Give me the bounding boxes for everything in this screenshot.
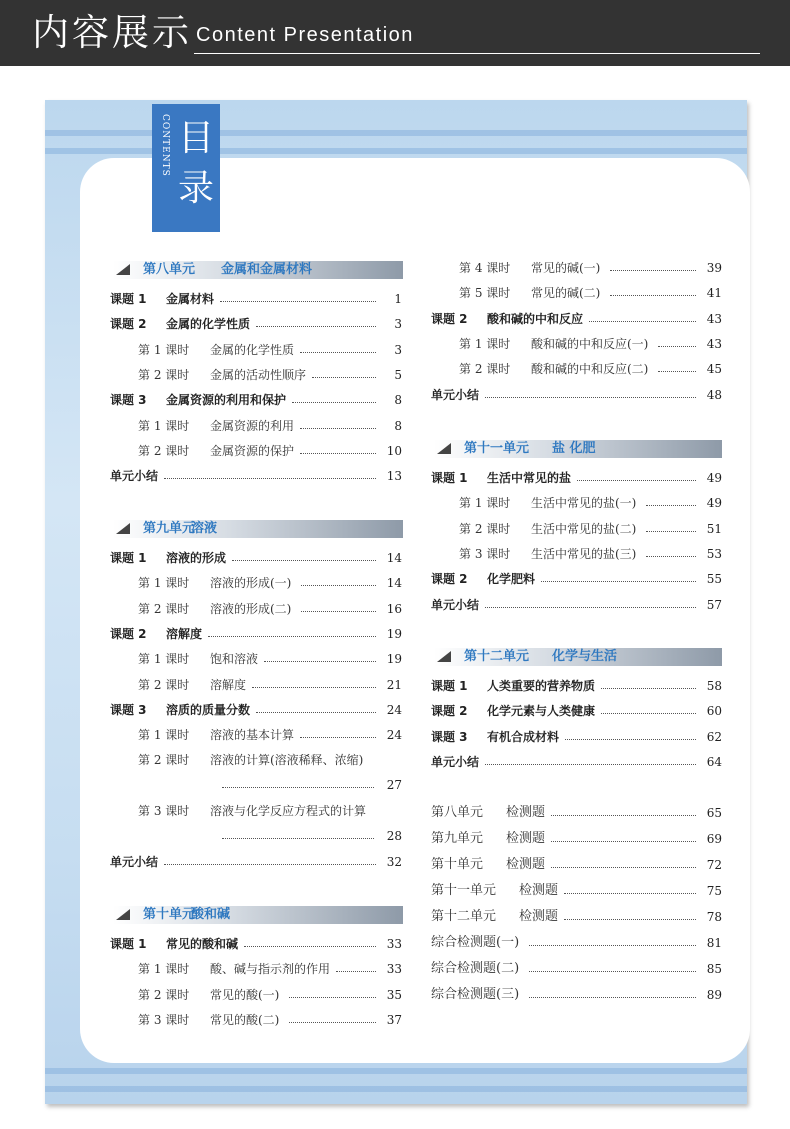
- toc-label: 第 2 课时: [138, 753, 190, 768]
- dot-leader: [601, 688, 696, 689]
- page-stripe: [45, 130, 747, 136]
- page-number: 64: [706, 754, 722, 769]
- page-number: 14: [386, 576, 402, 591]
- toc-label: 第 1 课时: [138, 342, 190, 357]
- toc-label: 课题 2: [110, 317, 147, 332]
- unit-header: [434, 648, 722, 666]
- toc-label: 第 1 课时: [138, 576, 190, 591]
- toc-title: 溶液的基本计算: [210, 728, 295, 743]
- toc-row[interactable]: [110, 289, 402, 309]
- toc-row[interactable]: [431, 701, 722, 721]
- unit-name: 第九单元: [143, 521, 196, 536]
- unit-name: 第十二单元: [464, 649, 530, 664]
- toc-row[interactable]: [431, 544, 722, 564]
- page-number: 33: [386, 937, 402, 951]
- dot-leader: [312, 377, 376, 378]
- page-number: 43: [706, 311, 722, 326]
- page-number: 1: [394, 292, 402, 306]
- dot-leader: [658, 346, 696, 347]
- toc-label: 课题 1: [110, 292, 147, 306]
- dot-leader: [529, 945, 696, 946]
- toc-label: 第 3 课时: [459, 546, 511, 561]
- toc-title: 金属的活动性顺序: [210, 367, 307, 382]
- page-number: 58: [706, 679, 722, 693]
- toc-label: 课题 1: [431, 471, 468, 485]
- page-number: 21: [386, 677, 402, 692]
- toc-title: 金属资源的保护: [210, 443, 295, 458]
- toc-row[interactable]: [431, 595, 722, 615]
- triangle-icon: [437, 443, 451, 454]
- page-number: 85: [706, 962, 722, 976]
- toc-row[interactable]: [110, 750, 402, 796]
- toc-row[interactable]: [110, 314, 402, 334]
- triangle-icon: [116, 264, 130, 275]
- dot-leader: [289, 1022, 376, 1023]
- toc-title: 酸、碱与指示剂的作用: [210, 962, 331, 977]
- toc-row[interactable]: [110, 675, 402, 695]
- toc-row[interactable]: [431, 309, 722, 329]
- page-number: 60: [706, 704, 722, 719]
- dot-leader: [485, 397, 696, 398]
- toc-title: 溶液的计算(溶液稀释、浓缩): [210, 753, 364, 768]
- dot-leader: [529, 997, 696, 998]
- toc-title: 溶液的形成(二): [210, 601, 292, 616]
- toc-label: 第 2 课时: [138, 677, 190, 692]
- page-number: 33: [386, 962, 402, 977]
- dot-leader: [485, 607, 696, 608]
- dot-leader: [164, 478, 376, 479]
- toc-title: 溶质的质量分数: [166, 702, 251, 717]
- toc-title: 酸和碱的中和反应(一): [531, 336, 649, 351]
- toc-title: 常见的碱(一): [531, 261, 601, 275]
- toc-row[interactable]: [110, 852, 402, 872]
- page-number: 49: [706, 496, 722, 511]
- page-number: 37: [386, 1012, 402, 1027]
- dot-leader: [565, 739, 696, 740]
- dot-leader: [541, 581, 696, 582]
- toc-title: 有机合成材料: [487, 729, 560, 744]
- toc-title: 酸和碱的中和反应(二): [531, 362, 649, 377]
- toc-label: 单元小结: [431, 754, 480, 769]
- page-number: 51: [706, 521, 722, 536]
- unit-header: [434, 440, 722, 458]
- toc-row[interactable]: [110, 599, 402, 619]
- toc-row[interactable]: [110, 466, 402, 486]
- toc-row[interactable]: [431, 727, 722, 747]
- dot-leader: [551, 841, 696, 842]
- page-number: 28: [386, 829, 402, 844]
- page-number: 65: [706, 806, 722, 820]
- toc-label: 第 2 课时: [459, 521, 511, 536]
- toc-title: 溶解度: [210, 677, 247, 692]
- toc-label: 第 1 课时: [138, 652, 190, 667]
- toc-label: 第 1 课时: [138, 962, 190, 977]
- toc-label: 单元小结: [110, 855, 159, 870]
- toc-title-en: CONTENTS: [160, 114, 170, 177]
- dot-leader: [646, 556, 696, 557]
- toc-title: 生活中常见的盐(二): [531, 521, 637, 536]
- toc-row[interactable]: [431, 676, 722, 696]
- page-number: 5: [394, 367, 402, 382]
- test-label: 第八单元: [431, 805, 484, 820]
- page-number: 14: [386, 551, 402, 565]
- page-number: 57: [706, 597, 722, 612]
- toc-row[interactable]: [431, 258, 722, 278]
- test-label: 第九单元: [431, 831, 484, 846]
- toc-row[interactable]: [431, 283, 722, 303]
- toc-row[interactable]: [431, 385, 722, 405]
- dot-leader: [208, 636, 376, 637]
- page-number: 3: [394, 342, 402, 357]
- toc-row[interactable]: [110, 340, 402, 360]
- dot-leader: [589, 321, 696, 322]
- toc-row[interactable]: [110, 390, 402, 410]
- dot-leader: [220, 301, 376, 302]
- dot-leader: [577, 480, 696, 481]
- page-number: 69: [706, 832, 722, 846]
- dot-leader: [222, 787, 374, 788]
- toc-row[interactable]: [110, 700, 402, 720]
- toc-label: 课题 1: [110, 551, 147, 565]
- unit-title: 金属和金属材料: [221, 262, 313, 277]
- page-stripe: [45, 148, 747, 154]
- toc-title: 化学元素与人类健康: [487, 704, 596, 719]
- dot-leader: [244, 946, 376, 947]
- page-number: 43: [706, 336, 722, 351]
- page-number: 89: [706, 988, 722, 1002]
- toc-label: 单元小结: [431, 597, 480, 612]
- page-number: 35: [386, 987, 402, 1002]
- unit-header: [113, 520, 403, 538]
- dot-leader: [300, 352, 376, 353]
- dot-leader: [256, 326, 376, 327]
- test-label: 综合检测题(三): [431, 987, 520, 1002]
- toc-title: 金属的化学性质: [210, 342, 295, 357]
- unit-name: 第十一单元: [464, 441, 530, 456]
- dot-leader: [336, 971, 376, 972]
- toc-title: 溶解度: [166, 626, 203, 641]
- test-title: 检测题: [506, 805, 546, 820]
- toc-label: 第 1 课时: [459, 336, 511, 351]
- dot-leader: [551, 867, 696, 868]
- toc-label: 课题 3: [110, 702, 147, 717]
- unit-header: [113, 906, 403, 924]
- page-number: 27: [386, 778, 402, 793]
- dot-leader: [646, 505, 696, 506]
- test-row[interactable]: [431, 881, 722, 901]
- toc-title-block: [152, 104, 220, 232]
- dot-leader: [646, 531, 696, 532]
- toc-title: 化学肥料: [487, 572, 536, 587]
- dot-leader: [601, 713, 696, 714]
- toc-label: 课题 2: [431, 704, 468, 719]
- toc-row[interactable]: [110, 649, 402, 669]
- toc-label: 第 2 课时: [138, 601, 190, 616]
- test-label: 综合检测题(一): [431, 935, 520, 950]
- toc-title: 常见的酸和碱: [166, 937, 239, 951]
- toc-label: 第 2 课时: [138, 443, 190, 458]
- toc-title: 溶液与化学反应方程式的计算: [210, 804, 367, 819]
- test-label: 第十一单元: [431, 883, 497, 898]
- toc-title: 金属材料: [166, 292, 215, 306]
- page-number: 81: [706, 936, 722, 950]
- page-number: 45: [706, 362, 722, 377]
- toc-row[interactable]: [110, 573, 402, 593]
- test-row[interactable]: [431, 803, 722, 823]
- toc-label: 第 1 课时: [459, 496, 511, 511]
- toc-row[interactable]: [110, 725, 402, 745]
- toc-title: 饱和溶液: [210, 652, 259, 667]
- toc-row[interactable]: [431, 468, 722, 488]
- toc-title: 金属的化学性质: [166, 317, 251, 332]
- unit-header: [113, 261, 403, 279]
- page-number: 49: [706, 471, 722, 485]
- test-row[interactable]: [431, 959, 722, 979]
- toc-label: 第 5 课时: [459, 286, 511, 301]
- toc-row[interactable]: [431, 493, 722, 513]
- toc-row[interactable]: [110, 959, 402, 979]
- toc-label: 第 2 课时: [138, 367, 190, 382]
- page-number: 24: [386, 702, 402, 717]
- toc-title: 常见的碱(二): [531, 286, 601, 301]
- toc-row[interactable]: [431, 569, 722, 589]
- page-number: 62: [706, 729, 722, 744]
- dot-leader: [300, 453, 376, 454]
- dot-leader: [529, 971, 696, 972]
- dot-leader: [164, 864, 376, 865]
- toc-title: 溶液的形成: [166, 551, 227, 565]
- page-number: 55: [706, 572, 722, 587]
- dot-leader: [610, 295, 696, 296]
- dot-leader: [485, 764, 696, 765]
- toc-row[interactable]: [431, 359, 722, 379]
- dot-leader: [564, 919, 696, 920]
- toc-title: 常见的酸(一): [210, 987, 280, 1002]
- dot-leader: [289, 997, 376, 998]
- dot-leader: [658, 371, 696, 372]
- test-title: 检测题: [519, 883, 559, 898]
- dot-leader: [610, 270, 696, 271]
- banner-title-zh: 内容展示: [32, 11, 192, 54]
- page-number: 19: [386, 626, 402, 641]
- dot-leader: [222, 838, 374, 839]
- unit-title: 盐 化肥: [552, 441, 596, 456]
- dot-leader: [301, 585, 376, 586]
- test-row[interactable]: [431, 907, 722, 927]
- toc-row[interactable]: [110, 934, 402, 954]
- unit-title: 溶液: [191, 521, 218, 536]
- unit-title: 酸和碱: [191, 907, 231, 922]
- page-number: 72: [706, 858, 722, 872]
- test-title: 检测题: [506, 831, 546, 846]
- page-number: 24: [386, 728, 402, 743]
- toc-label: 单元小结: [431, 387, 480, 402]
- toc-title: 生活中常见的盐(一): [531, 496, 637, 511]
- toc-title: 常见的酸(二): [210, 1012, 280, 1027]
- toc-title: 酸和碱的中和反应: [487, 311, 584, 326]
- dot-leader: [551, 815, 696, 816]
- toc-title: 人类重要的营养物质: [487, 679, 596, 693]
- toc-label: 第 4 课时: [459, 261, 511, 275]
- toc-row[interactable]: [431, 334, 722, 354]
- banner-title-en: Content Presentation: [196, 24, 414, 46]
- toc-row[interactable]: [110, 548, 402, 568]
- unit-name: 第八单元: [143, 262, 196, 277]
- banner-rule: [194, 53, 760, 54]
- toc-label: 第 2 课时: [459, 362, 511, 377]
- toc-title-zh: 目录: [177, 118, 214, 209]
- test-row[interactable]: [431, 985, 722, 1005]
- toc-label: 第 3 课时: [138, 804, 190, 819]
- dot-leader: [232, 560, 376, 561]
- toc-label: 课题 3: [110, 393, 147, 408]
- toc-label: 课题 2: [110, 626, 147, 641]
- page-number: 19: [386, 652, 402, 667]
- toc-label: 课题 1: [110, 937, 147, 951]
- dot-leader: [292, 402, 376, 403]
- dot-leader: [264, 661, 376, 662]
- unit-title: 化学与生活: [552, 649, 618, 664]
- triangle-icon: [437, 651, 451, 662]
- toc-row[interactable]: [110, 416, 402, 436]
- page-number: 48: [706, 387, 722, 402]
- page-number: 39: [706, 261, 722, 275]
- test-row[interactable]: [431, 855, 722, 875]
- page-stripe: [45, 1068, 747, 1074]
- toc-title: 金属资源的利用: [210, 418, 295, 433]
- page-number: 10: [386, 443, 402, 458]
- test-label: 综合检测题(二): [431, 961, 520, 976]
- dot-leader: [300, 428, 376, 429]
- test-row[interactable]: [431, 933, 722, 953]
- toc-row[interactable]: [110, 441, 402, 461]
- toc-row[interactable]: [110, 1010, 402, 1030]
- page-number: 16: [386, 601, 402, 616]
- toc-label: 课题 2: [431, 311, 468, 326]
- dot-leader: [564, 893, 696, 894]
- page-stripe: [45, 1086, 747, 1092]
- toc-label: 第 1 课时: [138, 418, 190, 433]
- toc-row[interactable]: [110, 624, 402, 644]
- dot-leader: [300, 737, 376, 738]
- toc-label: 课题 2: [431, 572, 468, 587]
- page-number: 8: [394, 393, 402, 408]
- unit-name: 第十单元: [143, 907, 196, 922]
- test-row[interactable]: [431, 829, 722, 849]
- dot-leader: [256, 712, 376, 713]
- header-banner: [0, 0, 790, 66]
- test-label: 第十单元: [431, 857, 484, 872]
- page-number: 75: [706, 884, 722, 898]
- test-label: 第十二单元: [431, 909, 497, 924]
- toc-label: 第 2 课时: [138, 987, 190, 1002]
- toc-title: 生活中常见的盐(三): [531, 546, 637, 561]
- page-number: 8: [394, 418, 402, 433]
- toc-title: 金属资源的利用和保护: [166, 393, 287, 408]
- toc-row[interactable]: [431, 752, 722, 772]
- test-title: 检测题: [506, 857, 546, 872]
- page-number: 3: [394, 317, 402, 332]
- toc-row[interactable]: [110, 985, 402, 1005]
- toc-label: 课题 3: [431, 729, 468, 744]
- toc-label: 第 3 课时: [138, 1012, 190, 1027]
- dot-leader: [301, 611, 376, 612]
- toc-label: 单元小结: [110, 469, 159, 484]
- toc-row[interactable]: [110, 365, 402, 385]
- toc-label: 课题 1: [431, 679, 468, 693]
- triangle-icon: [116, 523, 130, 534]
- dot-leader: [252, 687, 376, 688]
- page-number: 41: [706, 286, 722, 301]
- page-number: 53: [706, 546, 722, 561]
- toc-title: 生活中常见的盐: [487, 471, 572, 485]
- page-number: 32: [386, 855, 402, 870]
- page-number: 78: [706, 910, 722, 924]
- toc-row[interactable]: [431, 519, 722, 539]
- page-number: 13: [386, 469, 402, 484]
- triangle-icon: [116, 909, 130, 920]
- test-title: 检测题: [519, 909, 559, 924]
- toc-title: 溶液的形成(一): [210, 576, 292, 591]
- toc-row[interactable]: [110, 801, 402, 847]
- toc-label: 第 1 课时: [138, 728, 190, 743]
